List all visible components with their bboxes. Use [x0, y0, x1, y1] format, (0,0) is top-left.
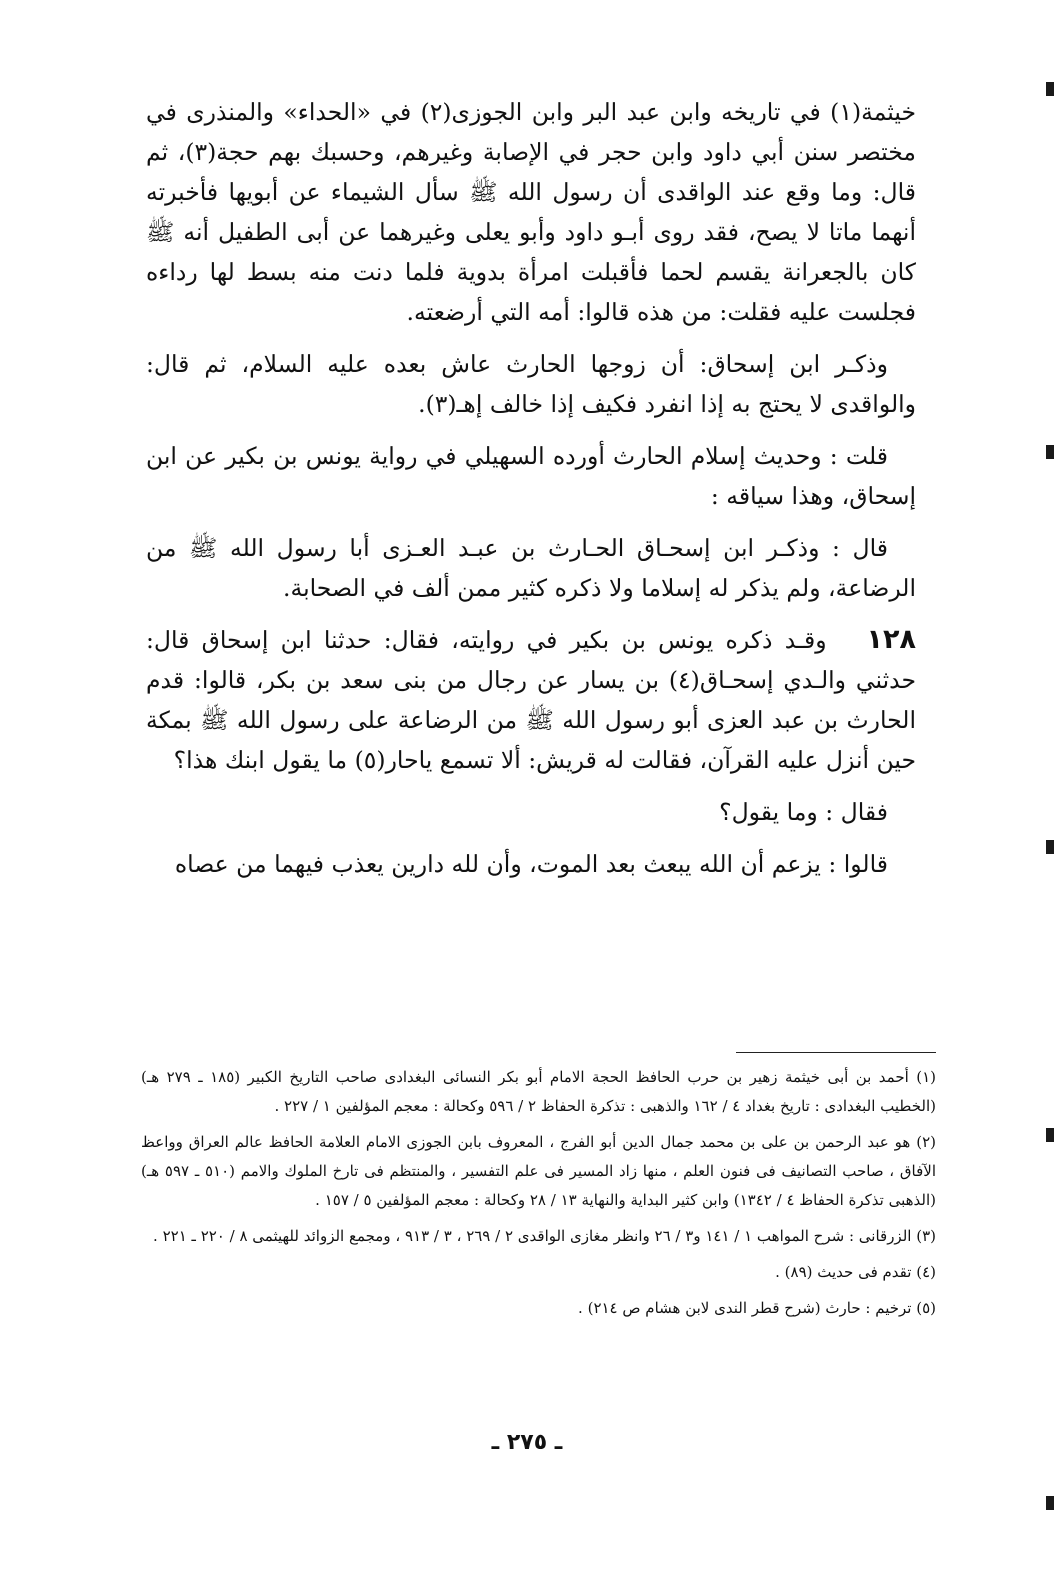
paragraph-ibn-ishaq: وذكـر ابن إسحاق: أن زوجها الحارث عاش بعده عليه السلام، ثم قال: والواقدى لا يحتج به إذا انفرد فكيف إذا خالف إهـ(٣).: [146, 350, 916, 418]
footnote-4: (٤) تقدم فى حديث (٨٩) .: [775, 1263, 936, 1281]
page-number: ـ ٢٧٥ ـ: [491, 1430, 563, 1455]
scan-edge-mark: [1046, 82, 1054, 96]
main-text: [146, 92, 916, 896]
footnote-1: (١) أحمد بن أبى خيثمة زهير بن حرب الحافظ الحجة الامام أبو بكر النسائى البغدادى صاحب التاريخ الكبير (١٨٥ ـ ٢٧٩ هـ) (الخطيب البغدادى : تاريخ بغداد ٤ / ١٦٢ والذهبى : تذكرة الحفاظ ٢ / ٥٩٦ وكحالة : معجم المؤلفين ١ / ٢٢٧ .: [141, 1068, 936, 1115]
scan-edge-mark: [1046, 1496, 1054, 1510]
footnote-5: (٥) ترخيم : حارث (شرح قطر الندى لابن هشام ص ٢١٤) .: [578, 1299, 936, 1317]
paragraph-hadith-128: [146, 620, 916, 780]
scan-edge-mark: [1046, 1128, 1054, 1142]
footnote-2: (٢) هو عبد الرحمن بن على بن محمد جمال الدين أبو الفرج ، المعروف بابن الجوزى الامام العلامة الحافظ عالم العراق وواعظ الآفاق ، صاحب التصانيف فى فنون العلم ، منها زاد المسير فى علم التفسير ، والمنتظم فى تارخ الملوك والامم (٥١٠ ـ ٥٩٧ هـ) (الذهبى تذكرة الحفاظ ٤ / ١٣٤٢) وابن كثير البداية والنهاية ١٣ / ٢٨ وكحالة : معجم المؤلفين ٥ / ١٥٧ .: [141, 1133, 936, 1209]
paragraph-qalu: قالوا : يزعم أن الله يبعث بعد الموت، وأن لله دارين يعذب فيهما من عصاه: [174, 850, 888, 878]
paragraph-qultu: قلت : وحديث إسلام الحارث أورده السهيلي في رواية يونس بن بكير عن ابن إسحاق، وهذا سياقه :: [146, 442, 916, 510]
hadith-number: ١٢٨: [866, 624, 916, 655]
footnote-3: (٣) الزرقانى : شرح المواهب ١ / ١٤١ و٣ / ٢٦ وانظر مغازى الواقدى ٢ / ٢٦٩ ، ٣ / ٩١٣ ، ومجمع الزوائد للهيثمى ٨ / ٢٢٠ ـ ٢٢١ .: [153, 1227, 936, 1245]
footnote-divider: [736, 1052, 936, 1053]
paragraph-continuation: خيثمة(١) في تاريخه وابن عبد البر وابن الجوزى(٢) في «الحداء» والمنذرى في مختصر سنن أبي داود وابن حجر في الإصابة وغيرهم، وحسبك بهم حجة(٣)، ثم قال: وما وقع عند الواقدى أن رسول الله ﷺ سأل الشيماء عن أبويها فأخبرته أنهما ماتا لا يصح، فقد روى أبـو داود وأبو يعلى وغيرهما عن أبى الطفيل أنه ﷺ كان بالجعرانة يقسم لحما فأقبلت امرأة بدوية فلما دنت منه بسط لها رداءه فجلست عليه فقلت: من هذه قالوا: أمه التي أرضعته.: [146, 98, 917, 326]
footnotes: [141, 1063, 936, 1330]
scan-edge-mark: [1046, 840, 1054, 854]
scan-edge-mark: [1046, 445, 1054, 459]
paragraph-faqala: فقال : وما يقول؟: [719, 798, 888, 826]
paragraph-qala: قال : وذكـر ابن إسحـاق الحـارث بن عبـد العـزى أبا رسول الله ﷺ من الرضاعة، ولم يذكر له إسلاما ولا ذكره كثير ممن ألف في الصحابة.: [146, 534, 916, 602]
hadith-text: وقـد ذكره يونس بن بكير في روايته، فقال: حدثنا ابن إسحاق قال: حدثني والـدي إسحـاق(٤) بن يسار عن رجال من بنى سعد بن بكر، قالوا: قدم الحارث بن عبد العزى أبو رسول الله ﷺ من الرضاعة على رسول الله ﷺ بمكة حين أنزل عليه القرآن، فقالت له قريش: ألا تسمع ياحار(٥) ما يقول ابنك هذا؟: [146, 626, 916, 774]
